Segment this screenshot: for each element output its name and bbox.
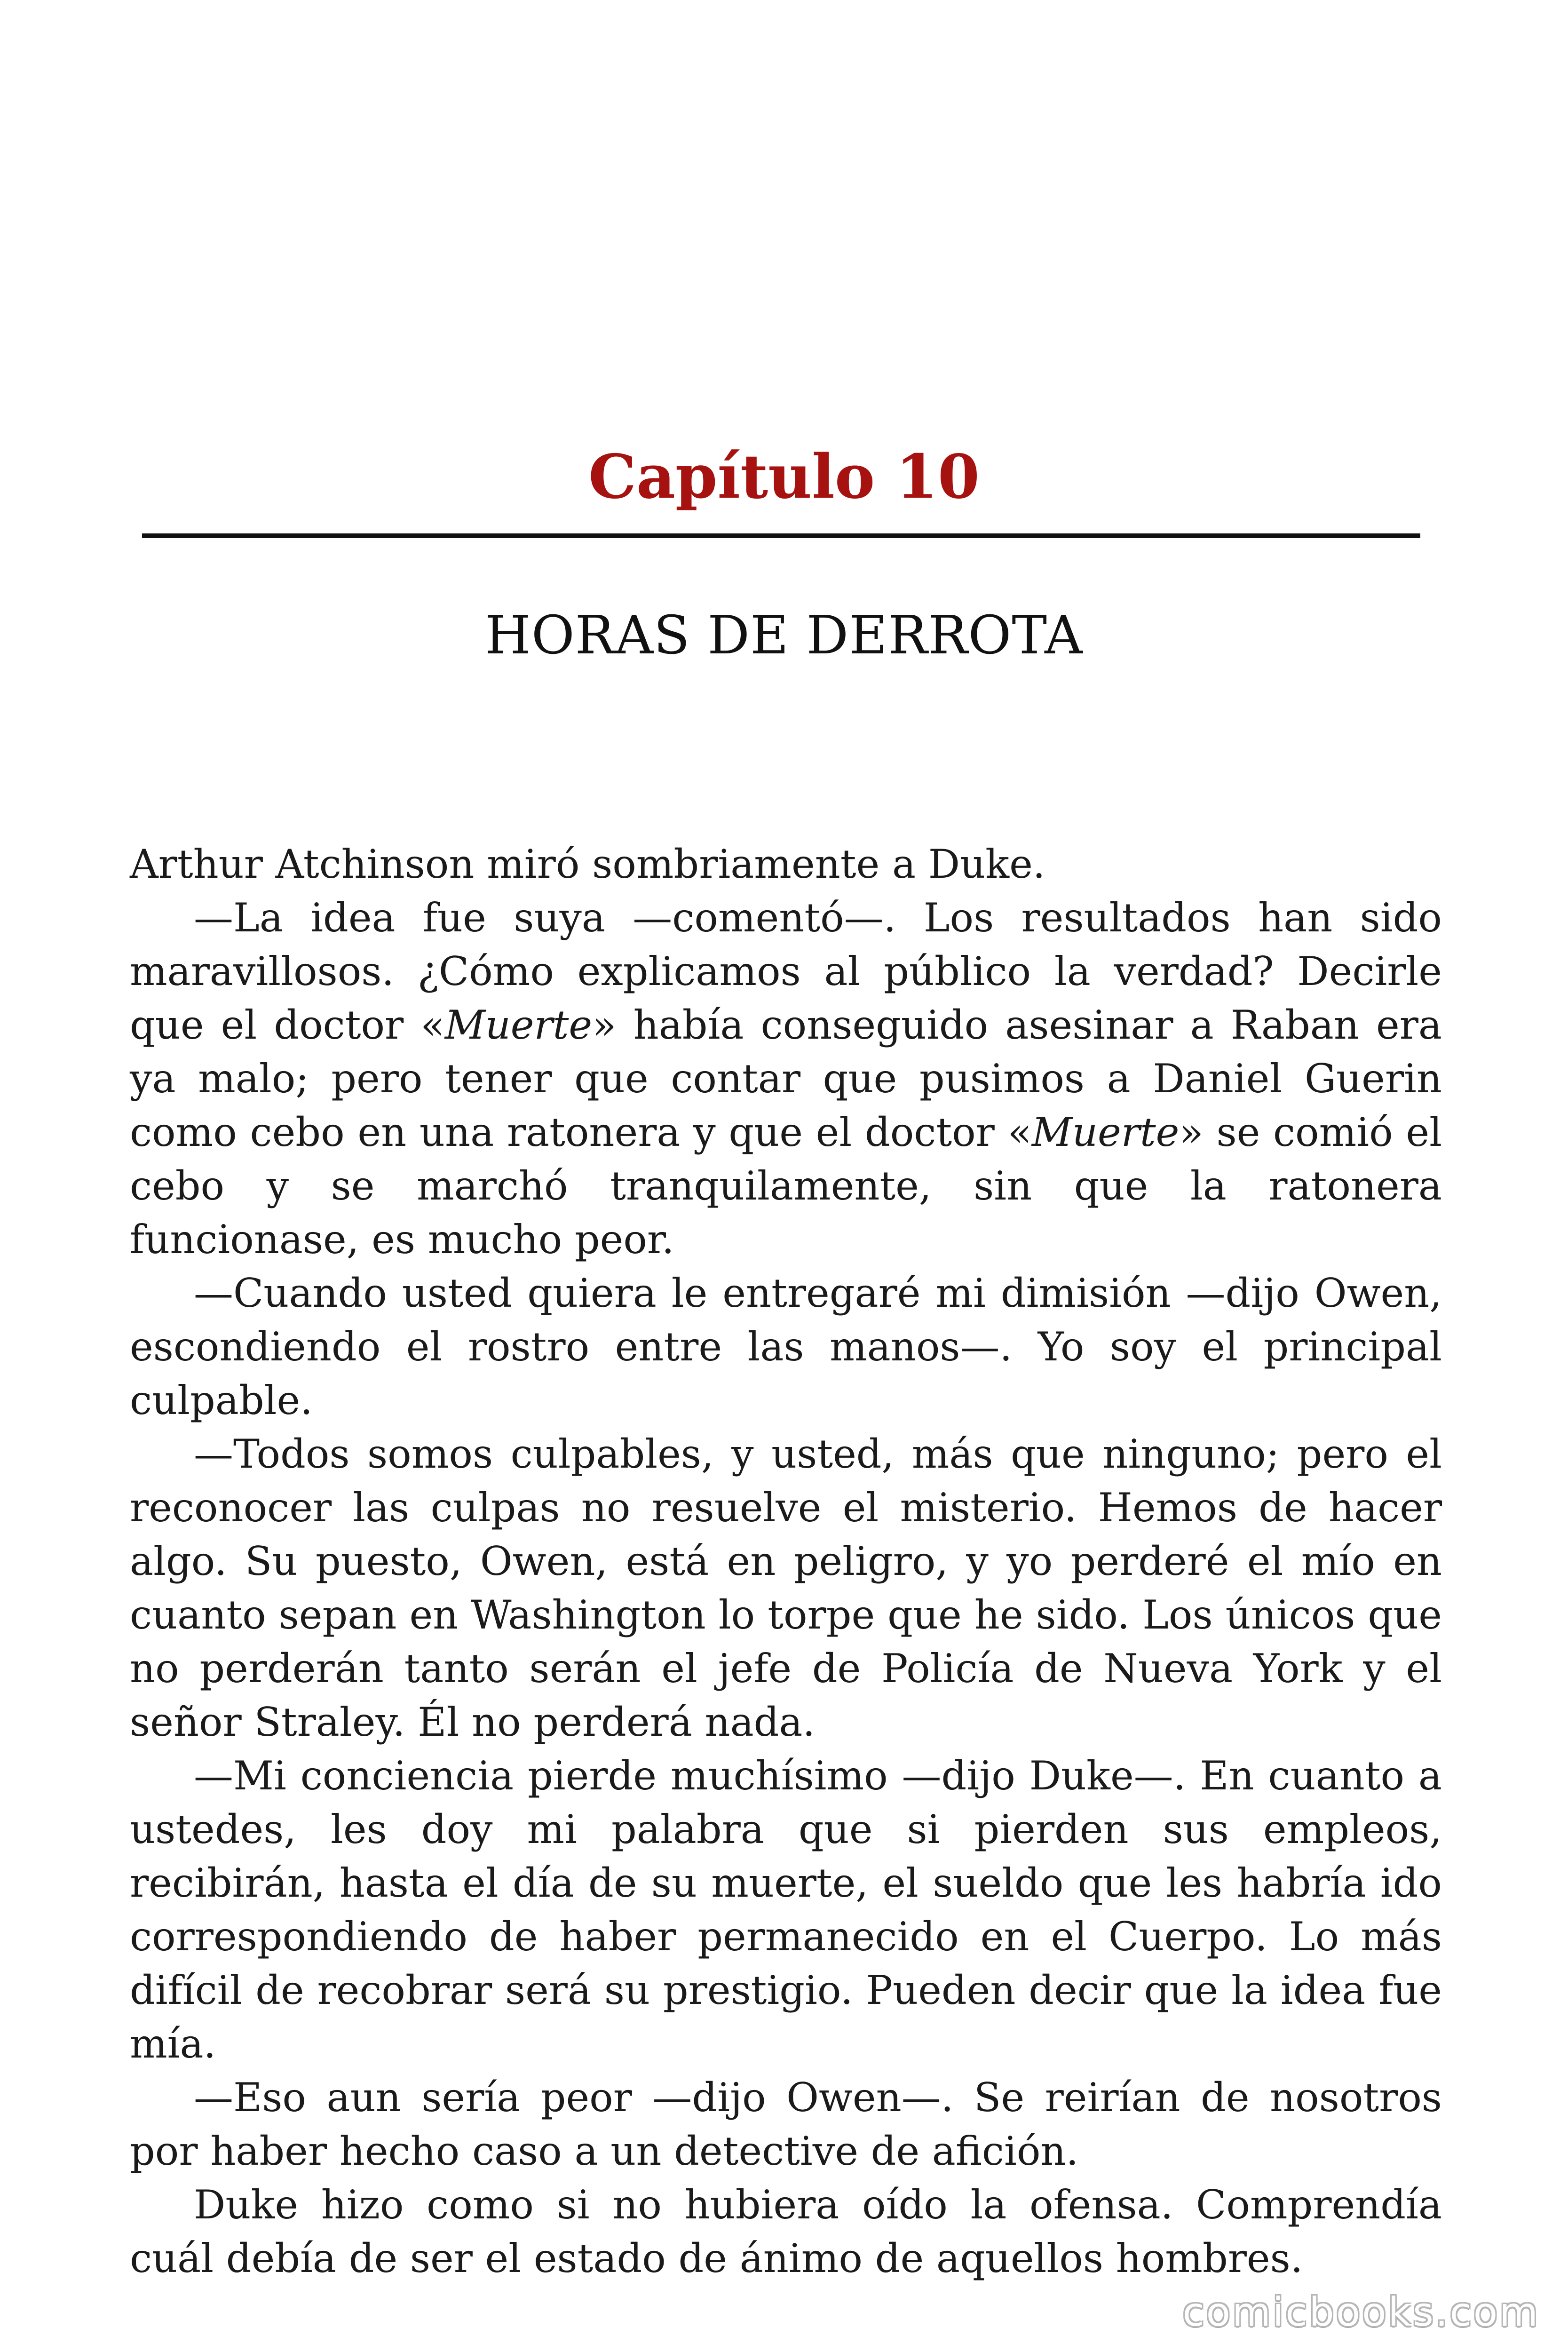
paragraph — [130, 1266, 1442, 1427]
chapter-body — [130, 837, 1442, 2285]
paragraph — [130, 837, 1442, 891]
chapter-subtitle: HORAS DE DERROTA — [485, 605, 1083, 666]
paragraph — [130, 2178, 1442, 2285]
paragraph-text: —Eso aun sería peor —dijo Owen—. Se reirían de nosotros por haber hecho caso a un detective de afición. — [130, 2074, 1442, 2174]
paragraph-text: » había conseguido asesinar a Raban era ya malo; pero tener que contar que pusimos a Daniel Guerin como cebo en una ratonera y que el doctor « — [130, 1002, 1442, 1155]
watermark: comicbooks.com — [1182, 2289, 1540, 2335]
paragraph-text: —Cuando usted quiera le entregaré mi dimisión —dijo Owen, escondiendo el rostro entre las manos—. Yo soy el principal culpable. — [130, 1270, 1442, 1423]
emphasized-text: Muerte — [1031, 1109, 1180, 1155]
paragraph — [130, 2071, 1442, 2178]
chapter-divider — [142, 533, 1420, 538]
paragraph-text: Arthur Atchinson miró sombriamente a Duke. — [130, 841, 1045, 887]
paragraph-text: —La idea fue suya —comentó—. Los resultados han sido maravillosos. ¿Cómo explicamos al público la verdad? Decirle que el doctor « — [130, 895, 1442, 1048]
paragraph-text: —Mi conciencia pierde muchísimo —dijo Duke—. En cuanto a ustedes, les doy mi palabra que si pierden sus empleos, recibirán, hasta el día de su muerte, el sueldo que les habría ido correspondiendo de haber permanecido en el Cuerpo. Lo más difícil de recobrar será su prestigio. Pueden decir que la idea fue mía. — [130, 1753, 1442, 2067]
paragraph-text: Duke hizo como si no hubiera oído la ofensa. Comprendía cuál debía de ser el estado de ánimo de aquellos hombres. — [130, 2182, 1442, 2281]
paragraph-text: » se comió el cebo y se marchó tranquilamente, sin que la ratonera funcionase, es mucho peor. — [130, 1109, 1442, 1263]
paragraph — [130, 1427, 1442, 1749]
paragraph — [130, 891, 1442, 1266]
emphasized-text: Muerte — [444, 1002, 593, 1048]
paragraph — [130, 1749, 1442, 2071]
chapter-heading: Capítulo 10 — [588, 442, 980, 512]
paragraph-text: —Todos somos culpables, y usted, más que ninguno; pero el reconocer las culpas no resuelve el misterio. Hemos de hacer algo. Su puesto, Owen, está en peligro, y yo perderé el mío en cuanto sepan en Washington lo torpe que he sido. Los únicos que no perderán tanto serán el jefe de Policía de Nueva York y el señor Straley. Él no perderá nada. — [130, 1431, 1442, 1745]
